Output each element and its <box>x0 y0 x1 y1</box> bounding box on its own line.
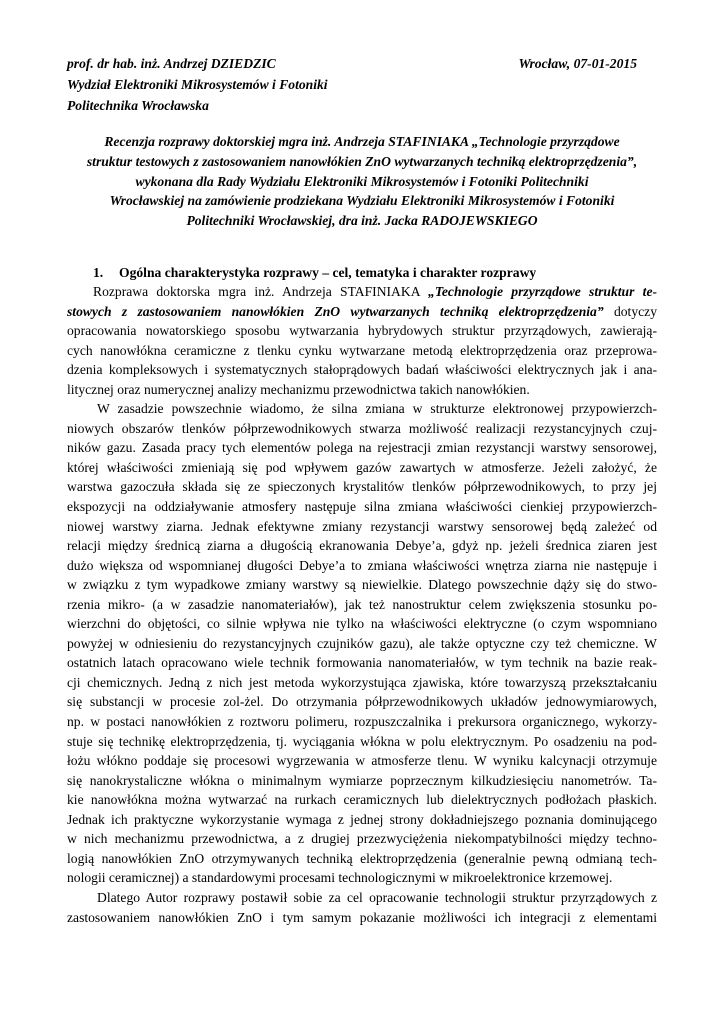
paragraph-line: wierzchni do objętości, co silnie wpływa nie tylko na właściwości elektryczne (o czym wspomniano <box>67 616 657 632</box>
paragraph-line <box>67 282 657 302</box>
university-name: Politechnika Wrocławska <box>67 98 209 113</box>
paragraph-line: opracowania nowatorskiego sposobu wytwarzania hybrydowych struktur przyrządowych, zawierają- <box>67 323 657 339</box>
reviewer-name: prof. dr hab. inż. Andrzej DZIEDZIC <box>67 56 276 71</box>
paragraph-line: dużo większa od wspomnianej długości Debye’a to zmiana właściwości wnętrza ziarna nie następuje i <box>67 557 657 573</box>
paragraph-line: dzenia kompleksowych i systematycznych stałoprądowych badań właściwości elektrycznych jak i ana- <box>67 362 657 378</box>
paragraph-line: w związku z tym wypadkowe zmiany warstwy są niewielkie. Dlatego powszechnie dąży się do stwo- <box>67 577 657 593</box>
paragraph-line: cji chemicznych. Jedną z nich jest metoda wykorzystująca zjawiska, które towarzyszą przekształcaniu <box>67 674 657 690</box>
paragraph-line: logią nanowłókien ZnO otrzymywanych techniką elektroprzędzenia (generalnie pewną odmianą tech- <box>67 850 657 866</box>
text-run: dotyczy <box>603 303 657 319</box>
paragraph-line: której właściwości zmieniają się pod wpływem gazów zawartych w atmosferze. Jeżeli założyć, że <box>67 459 657 475</box>
paragraph-line: nologii ceramicznej) a standardowymi procesami technologicznymi w mikroelektronice krzemowej. <box>67 870 613 886</box>
paragraph-line: W zasadzie powszechnie wiadomo, że silna zmiana w strukturze elektronowej przypowierzch- <box>97 401 657 417</box>
paragraph-line: łożu włókno poddaje się procesowi wygrzewania w atmosferze tlenu. W wyniku kalcynacji otrzymuje <box>67 753 657 769</box>
paragraph-line: stuje się technikę elektroprzędzenia, tj. wyciągania włókna w polu elektrycznym. Po osadzeniu na pod- <box>67 733 657 749</box>
paragraph-line: niowej warstwy ziarna. Jednak efektywne zmiany rezystancji warstwy sensorowej będą zależeć od <box>67 518 657 534</box>
paragraph-line: się substancji w procesie zol-żel. Do otrzymania półprzewodnikowych układów jednowymiarowych, <box>67 694 657 710</box>
text-run: Rozprawa doktorska mgra inż. Andrzeja STAFINIAKA <box>93 284 429 299</box>
dissertation-title-emphasis: „Technologie przyrządowe struktur te- <box>428 284 657 299</box>
paragraph-line: ostatnich latach opracowano wiele technik formowania nanomateriałów, w tym technik na bazie reak- <box>67 655 657 671</box>
title-line: Wrocławskiej na zamówienie prodziekana Wydziału Elektroniki Mikrosystemów i Fotoniki <box>109 193 615 209</box>
paragraph-line: warstwa gazoczuła składa się ze spieczonych krystalitów tlenków półprzewodnikowych, to przy jej <box>67 479 657 495</box>
paragraph-line: w nich mechanizmu przewodnictwa, a z drugiej przezwyciężenia niekompatybilności między techno- <box>67 831 657 847</box>
paragraph-line: litycznej oraz numerycznej analizy mechanizmu przewodnictwa takich nanowłókien. <box>67 381 530 397</box>
paragraph-line: cych nanowłókna ceramiczne z tlenku cynku wytwarzane metodą elektroprzędzenia oraz przeprowa- <box>67 342 657 358</box>
section-title: Ogólna charakterystyka rozprawy – cel, tematyka i charakter rozprawy <box>119 265 537 280</box>
paragraph-line: np. w postaci nanowłókien z roztworu polimeru, rozpuszczalnika i prekursora organicznego, wykorzy- <box>67 714 657 730</box>
paragraph-line: Jednak ich praktyczne wykorzystanie wymaga z jednej strony dokładniejszego poznania dominującego <box>67 811 657 827</box>
review-title <box>67 132 657 231</box>
section-heading <box>93 263 536 283</box>
section-number: 1. <box>93 265 104 280</box>
title-line: struktur testowych z zastosowaniem nanowłókien ZnO wytwarzanych techniką elektroprzędzenia”, <box>86 153 638 169</box>
paragraph-line: rzenia mikro- (a w zasadzie nanomateriałów), jak też nanostruktur celem zwiększenia stosunku po- <box>67 596 657 612</box>
paragraph-line <box>67 302 657 322</box>
paragraph-line: kie nanowłókna można wytwarzać na rurkach ceramicznych lub dielektrycznych podłożach płaskich. <box>67 792 657 808</box>
title-line: Recenzja rozprawy doktorskiej mgra inż. Andrzeja STAFINIAKA „Technologie przyrządowe <box>104 134 620 149</box>
header-row <box>67 53 637 74</box>
faculty-name: Wydział Elektroniki Mikrosystemów i Fotoniki <box>67 77 328 92</box>
paragraph-line: powyżej w odniesieniu do rezystancyjnych czujników gazu), ale także optyczne czy też chemiczne. W <box>67 635 657 651</box>
paragraph-line: Dlatego Autor rozprawy postawił sobie za cel opracowanie technologii struktur przyrządowych z <box>97 889 657 905</box>
paragraph-line: ekspozycji na oddziaływanie atmosfery następuje silna zmiana właściwości cienkiej przypowierzch- <box>67 499 657 515</box>
title-line: Politechniki Wrocławskiej, dra inż. Jacka RADOJEWSKIEGO <box>186 213 538 229</box>
paragraph-line: ników gazu. Zasada pracy tych elementów polega na rejestracji zmian rezystancji warstwy sensorowej, <box>67 440 657 456</box>
title-line: wykonana dla Rady Wydziału Elektroniki Mikrosystemów i Fotoniki Politechniki <box>135 173 589 189</box>
paragraph-line: niowych obszarów tlenków półprzewodnikowych stwarza możliwość realizacji rezystancyjnych czuj- <box>67 420 657 436</box>
paragraph-line: relacji między średnicą ziarna a długością ekranowania Debye’a, gdyż np. jeżeli średnica ziaren jest <box>67 538 657 554</box>
letter-header <box>67 53 637 116</box>
body-text <box>67 282 657 927</box>
dissertation-title-emphasis: stowych z zastosowaniem nanowłókien ZnO wytwarzanych techniką elektroprzędzenia” <box>67 303 604 319</box>
paragraph-line: zastosowaniem nanowłókien ZnO i tym samym pokazanie możliwości ich integracji z elementami <box>67 909 657 925</box>
paragraph-line: się nanokrystaliczne włókna o minimalnym wymiarze poprzecznym kilkudziesięciu nanometrów. Ta- <box>67 772 657 788</box>
place-and-date: Wrocław, 07-01-2015 <box>518 56 637 71</box>
